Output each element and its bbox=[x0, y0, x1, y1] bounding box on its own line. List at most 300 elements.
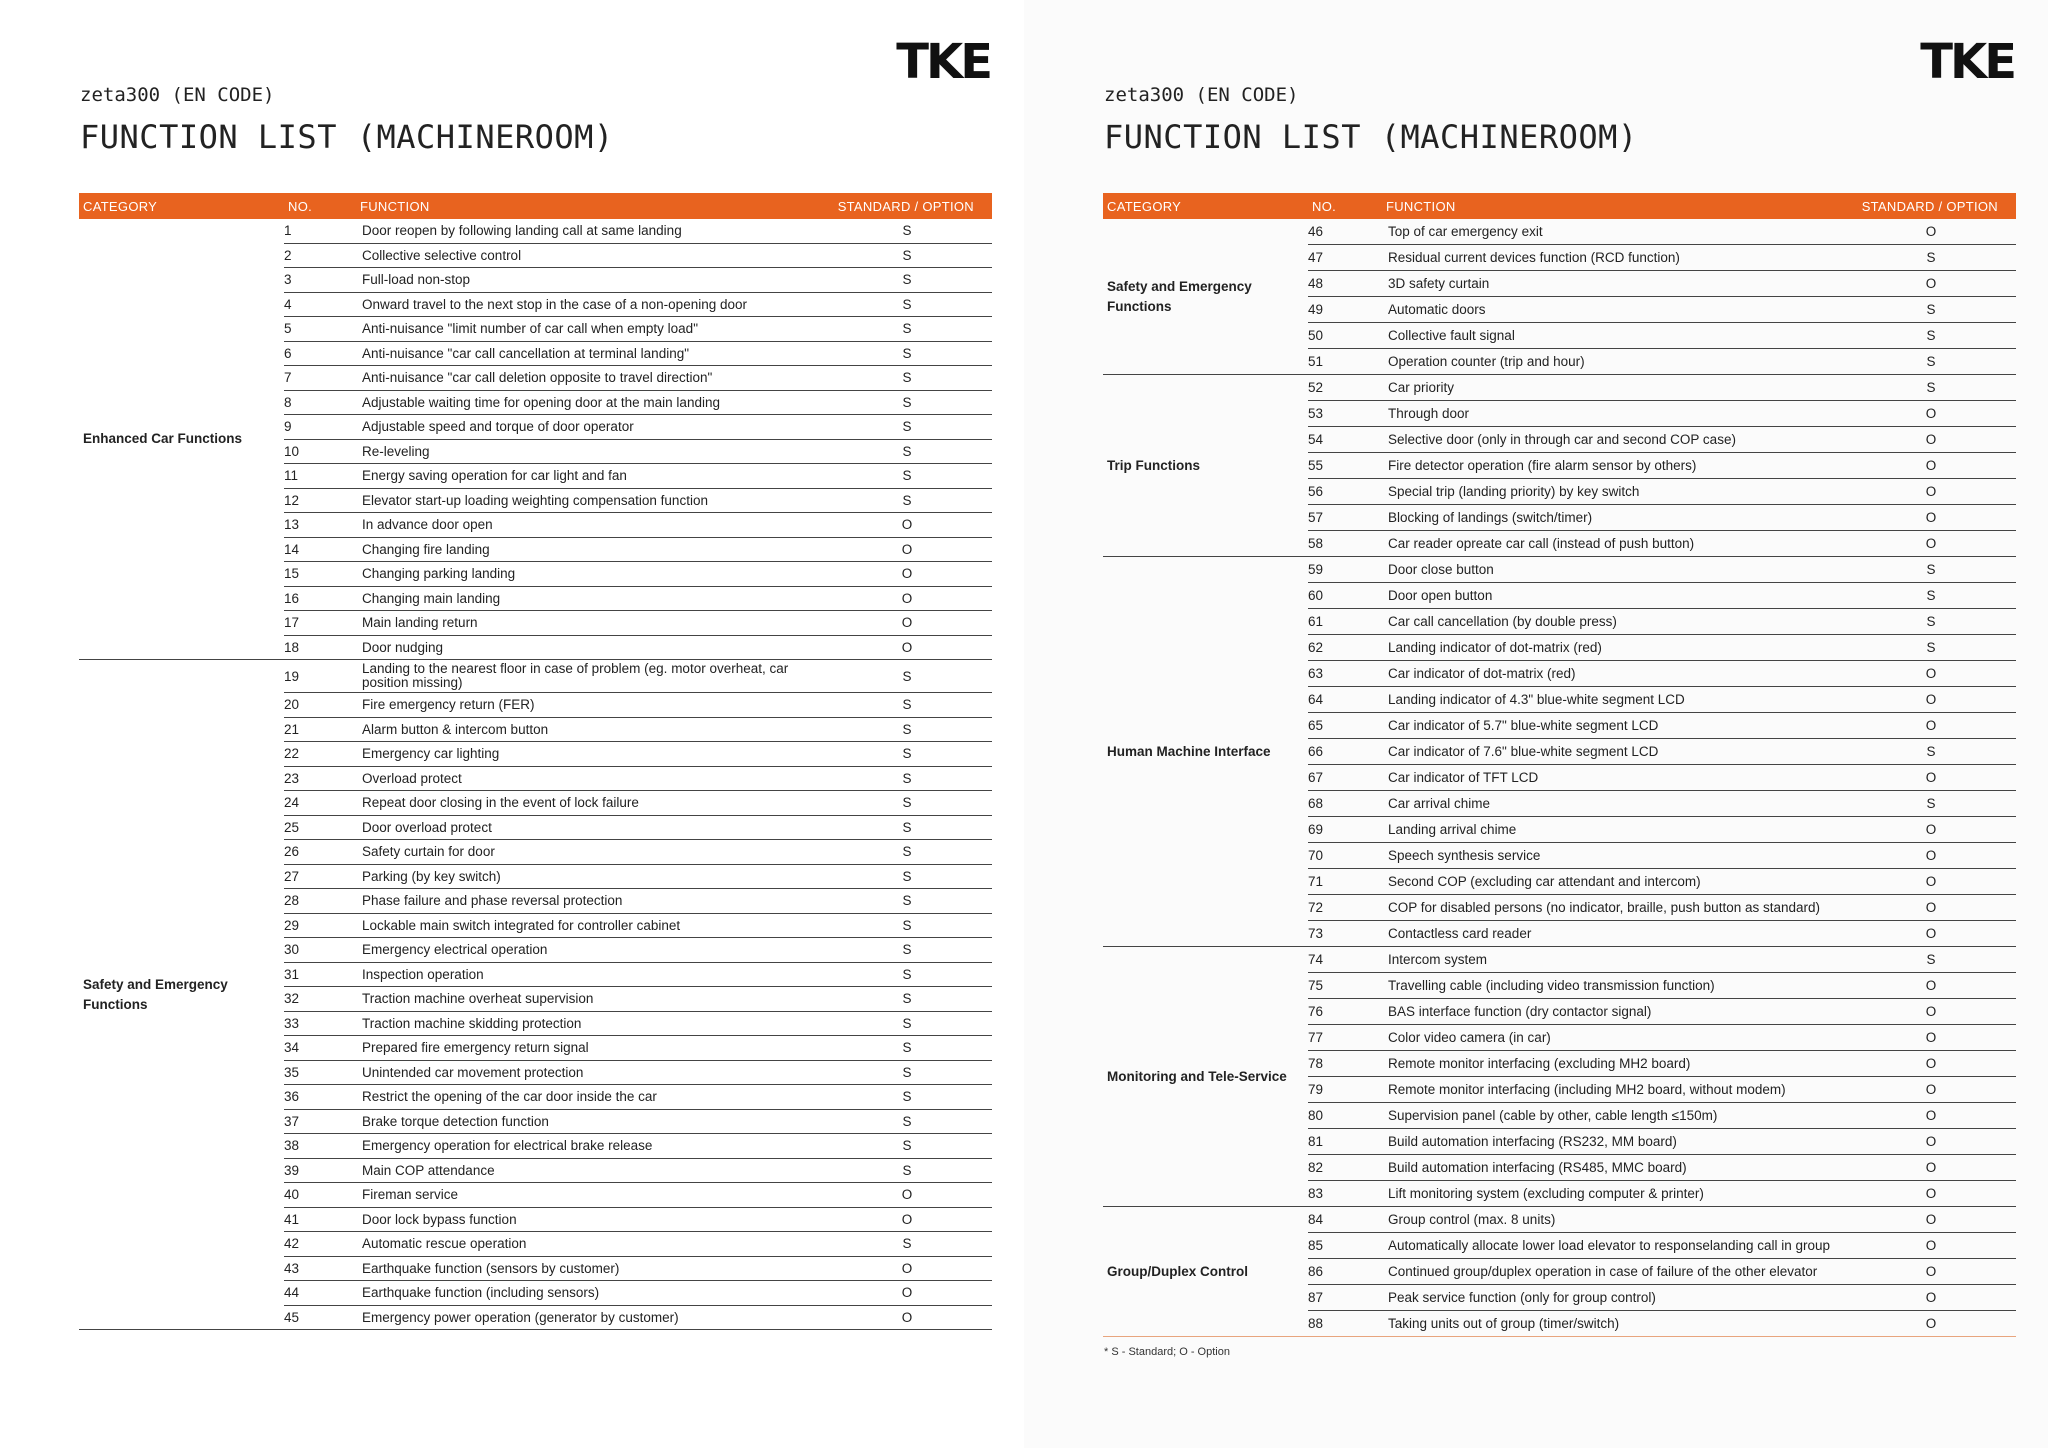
function-name: Prepared fire emergency return signal bbox=[356, 1036, 822, 1061]
function-name: Door nudging bbox=[356, 636, 822, 661]
function-name: Parking (by key switch) bbox=[356, 865, 822, 890]
standard-option-value: O bbox=[1846, 219, 2016, 245]
function-name: Automatic rescue operation bbox=[356, 1232, 822, 1257]
function-name: Unintended car movement protection bbox=[356, 1061, 822, 1086]
function-name: Energy saving operation for car light and fan bbox=[356, 464, 822, 489]
row-number: 57 bbox=[1308, 505, 1382, 531]
standard-option-value: O bbox=[1846, 1311, 2016, 1337]
row-number: 87 bbox=[1308, 1285, 1382, 1311]
row-number: 27 bbox=[284, 865, 356, 890]
row-number: 48 bbox=[1308, 271, 1382, 297]
function-name: Landing indicator of dot-matrix (red) bbox=[1382, 635, 1846, 661]
standard-option-value: O bbox=[822, 538, 992, 563]
function-name: In advance door open bbox=[356, 513, 822, 538]
function-name: Residual current devices function (RCD function) bbox=[1382, 245, 1846, 271]
standard-option-value: O bbox=[1846, 765, 2016, 791]
row-number: 39 bbox=[284, 1159, 356, 1184]
row-number: 41 bbox=[284, 1208, 356, 1233]
standard-option-value: O bbox=[822, 562, 992, 587]
row-number: 10 bbox=[284, 440, 356, 465]
standard-option-value: S bbox=[822, 718, 992, 743]
row-number: 59 bbox=[1308, 557, 1382, 583]
table-row bbox=[1103, 947, 2016, 973]
table-row bbox=[1103, 375, 2016, 401]
row-number: 42 bbox=[284, 1232, 356, 1257]
row-number: 81 bbox=[1308, 1129, 1382, 1155]
standard-option-value: S bbox=[822, 889, 992, 914]
row-number: 20 bbox=[284, 693, 356, 718]
standard-option-value: O bbox=[822, 611, 992, 636]
standard-option-value: O bbox=[1846, 1051, 2016, 1077]
standard-option-value: S bbox=[822, 1012, 992, 1037]
row-number: 4 bbox=[284, 293, 356, 318]
standard-option-value: S bbox=[822, 840, 992, 865]
function-name: Emergency car lighting bbox=[356, 742, 822, 767]
row-number: 24 bbox=[284, 791, 356, 816]
function-name: Phase failure and phase reversal protection bbox=[356, 889, 822, 914]
standard-option-value: S bbox=[822, 1159, 992, 1184]
standard-option-value: S bbox=[822, 415, 992, 440]
function-name: Taking units out of group (timer/switch) bbox=[1382, 1311, 1846, 1337]
row-number: 69 bbox=[1308, 817, 1382, 843]
function-name: Continued group/duplex operation in case of failure of the other elevator bbox=[1382, 1259, 1846, 1285]
function-name: Door close button bbox=[1382, 557, 1846, 583]
row-number: 51 bbox=[1308, 349, 1382, 375]
function-name: Repeat door closing in the event of lock failure bbox=[356, 791, 822, 816]
header-standard-option: STANDARD / OPTION bbox=[822, 193, 992, 219]
header-no: NO. bbox=[1308, 193, 1382, 219]
category-cell: Group/Duplex Control bbox=[1103, 1207, 1308, 1337]
row-number: 67 bbox=[1308, 765, 1382, 791]
standard-option-value: S bbox=[822, 391, 992, 416]
standard-option-value: O bbox=[1846, 973, 2016, 999]
function-name: Collective selective control bbox=[356, 244, 822, 269]
function-name: Color video camera (in car) bbox=[1382, 1025, 1846, 1051]
standard-option-value: S bbox=[822, 791, 992, 816]
function-name: Earthquake function (sensors by customer) bbox=[356, 1257, 822, 1282]
row-number: 15 bbox=[284, 562, 356, 587]
header-category: CATEGORY bbox=[1103, 193, 1308, 219]
standard-option-value: O bbox=[1846, 1259, 2016, 1285]
function-name: Full-load non-stop bbox=[356, 268, 822, 293]
row-number: 85 bbox=[1308, 1233, 1382, 1259]
standard-option-value: S bbox=[1846, 791, 2016, 817]
row-number: 1 bbox=[284, 219, 356, 244]
function-name: Landing arrival chime bbox=[1382, 817, 1846, 843]
category-cell: Safety and Emergency Functions bbox=[1103, 219, 1308, 375]
row-number: 79 bbox=[1308, 1077, 1382, 1103]
function-name: Elevator start-up loading weighting compensation function bbox=[356, 489, 822, 514]
table-header-row bbox=[1103, 193, 2016, 219]
standard-option-value: O bbox=[822, 1257, 992, 1282]
row-number: 36 bbox=[284, 1085, 356, 1110]
row-number: 75 bbox=[1308, 973, 1382, 999]
standard-option-value: S bbox=[822, 816, 992, 841]
function-name: Group control (max. 8 units) bbox=[1382, 1207, 1846, 1233]
function-name: Remote monitor interfacing (including MH2 board, without modem) bbox=[1382, 1077, 1846, 1103]
function-name: Anti-nuisance "limit number of car call when empty load" bbox=[356, 317, 822, 342]
header-function: FUNCTION bbox=[1382, 193, 1846, 219]
row-number: 32 bbox=[284, 987, 356, 1012]
category-cell: Trip Functions bbox=[1103, 375, 1308, 557]
standard-option-value: S bbox=[1846, 323, 2016, 349]
row-number: 2 bbox=[284, 244, 356, 269]
standard-option-value: O bbox=[1846, 1025, 2016, 1051]
row-number: 13 bbox=[284, 513, 356, 538]
standard-option-value: S bbox=[1846, 557, 2016, 583]
row-number: 5 bbox=[284, 317, 356, 342]
category-cell: Enhanced Car Functions bbox=[79, 219, 284, 660]
standard-option-value: S bbox=[822, 268, 992, 293]
row-number: 40 bbox=[284, 1183, 356, 1208]
function-name: Traction machine skidding protection bbox=[356, 1012, 822, 1037]
function-name: Car indicator of TFT LCD bbox=[1382, 765, 1846, 791]
category-cell: Monitoring and Tele-Service bbox=[1103, 947, 1308, 1207]
function-name: Lift monitoring system (excluding computer & printer) bbox=[1382, 1181, 1846, 1207]
function-table bbox=[1103, 193, 2016, 1337]
standard-option-value: O bbox=[1846, 1129, 2016, 1155]
standard-option-value: O bbox=[1846, 427, 2016, 453]
function-name: Collective fault signal bbox=[1382, 323, 1846, 349]
header-no: NO. bbox=[284, 193, 356, 219]
standard-option-value: S bbox=[1846, 583, 2016, 609]
page-title: FUNCTION LIST (MACHINEROOM) bbox=[80, 118, 614, 156]
function-name: Selective door (only in through car and second COP case) bbox=[1382, 427, 1846, 453]
standard-option-value: O bbox=[1846, 1181, 2016, 1207]
standard-option-value: S bbox=[1846, 297, 2016, 323]
row-number: 45 bbox=[284, 1306, 356, 1331]
standard-option-value: O bbox=[822, 1306, 992, 1331]
row-number: 11 bbox=[284, 464, 356, 489]
function-name: Car arrival chime bbox=[1382, 791, 1846, 817]
function-name: Door overload protect bbox=[356, 816, 822, 841]
function-name: Through door bbox=[1382, 401, 1846, 427]
standard-option-value: O bbox=[1846, 479, 2016, 505]
standard-option-value: S bbox=[822, 742, 992, 767]
category-cell: Safety and Emergency Functions bbox=[79, 660, 284, 1330]
page-title: FUNCTION LIST (MACHINEROOM) bbox=[1104, 118, 1638, 156]
standard-option-value: O bbox=[822, 587, 992, 612]
function-name: Car reader opreate car call (instead of push button) bbox=[1382, 531, 1846, 557]
standard-option-value: S bbox=[1846, 375, 2016, 401]
row-number: 50 bbox=[1308, 323, 1382, 349]
standard-option-value: S bbox=[822, 1036, 992, 1061]
function-name: Operation counter (trip and hour) bbox=[1382, 349, 1846, 375]
row-number: 30 bbox=[284, 938, 356, 963]
row-number: 70 bbox=[1308, 843, 1382, 869]
footnote: * S - Standard; O - Option bbox=[1104, 1346, 1230, 1358]
standard-option-value: S bbox=[822, 1061, 992, 1086]
function-name: Travelling cable (including video transmission function) bbox=[1382, 973, 1846, 999]
row-number: 29 bbox=[284, 914, 356, 939]
row-number: 37 bbox=[284, 1110, 356, 1135]
row-number: 54 bbox=[1308, 427, 1382, 453]
row-number: 26 bbox=[284, 840, 356, 865]
standard-option-value: S bbox=[1846, 349, 2016, 375]
row-number: 23 bbox=[284, 767, 356, 792]
standard-option-value: S bbox=[822, 987, 992, 1012]
row-number: 33 bbox=[284, 1012, 356, 1037]
page-subtitle: zeta300 (EN CODE) bbox=[1104, 84, 1299, 106]
row-number: 66 bbox=[1308, 739, 1382, 765]
function-name: Car indicator of dot-matrix (red) bbox=[1382, 661, 1846, 687]
function-name: Supervision panel (cable by other, cable length ≤150m) bbox=[1382, 1103, 1846, 1129]
standard-option-value: O bbox=[822, 636, 992, 661]
row-number: 63 bbox=[1308, 661, 1382, 687]
standard-option-value: O bbox=[1846, 1233, 2016, 1259]
function-name: Earthquake function (including sensors) bbox=[356, 1281, 822, 1306]
standard-option-value: O bbox=[822, 513, 992, 538]
row-number: 74 bbox=[1308, 947, 1382, 973]
row-number: 35 bbox=[284, 1061, 356, 1086]
standard-option-value: S bbox=[822, 317, 992, 342]
function-name: Build automation interfacing (RS485, MMC board) bbox=[1382, 1155, 1846, 1181]
table-row bbox=[1103, 1207, 2016, 1233]
function-name: Speech synthesis service bbox=[1382, 843, 1846, 869]
function-name: Changing main landing bbox=[356, 587, 822, 612]
standard-option-value: O bbox=[1846, 713, 2016, 739]
row-number: 28 bbox=[284, 889, 356, 914]
standard-option-value: S bbox=[822, 1232, 992, 1257]
standard-option-value: S bbox=[822, 660, 992, 693]
table-row bbox=[1103, 557, 2016, 583]
row-number: 7 bbox=[284, 366, 356, 391]
row-number: 3 bbox=[284, 268, 356, 293]
row-number: 38 bbox=[284, 1134, 356, 1159]
row-number: 8 bbox=[284, 391, 356, 416]
page-subtitle: zeta300 (EN CODE) bbox=[80, 84, 275, 106]
function-name: Intercom system bbox=[1382, 947, 1846, 973]
standard-option-value: O bbox=[1846, 817, 2016, 843]
row-number: 25 bbox=[284, 816, 356, 841]
standard-option-value: O bbox=[1846, 271, 2016, 297]
row-number: 44 bbox=[284, 1281, 356, 1306]
standard-option-value: O bbox=[1846, 1155, 2016, 1181]
header-standard-option: STANDARD / OPTION bbox=[1846, 193, 2016, 219]
standard-option-value: S bbox=[1846, 947, 2016, 973]
function-name: Restrict the opening of the car door inside the car bbox=[356, 1085, 822, 1110]
function-name: 3D safety curtain bbox=[1382, 271, 1846, 297]
row-number: 76 bbox=[1308, 999, 1382, 1025]
function-name: Overload protect bbox=[356, 767, 822, 792]
function-name: Safety curtain for door bbox=[356, 840, 822, 865]
standard-option-value: S bbox=[1846, 245, 2016, 271]
function-table bbox=[79, 193, 992, 1330]
standard-option-value: S bbox=[822, 1110, 992, 1135]
standard-option-value: O bbox=[1846, 1077, 2016, 1103]
row-number: 6 bbox=[284, 342, 356, 367]
table-header-row bbox=[79, 193, 992, 219]
page-right bbox=[1024, 0, 2048, 1448]
function-name: Emergency operation for electrical brake release bbox=[356, 1134, 822, 1159]
row-number: 58 bbox=[1308, 531, 1382, 557]
standard-option-value: O bbox=[1846, 1285, 2016, 1311]
row-number: 49 bbox=[1308, 297, 1382, 323]
row-number: 60 bbox=[1308, 583, 1382, 609]
standard-option-value: S bbox=[822, 767, 992, 792]
category-cell: Human Machine Interface bbox=[1103, 557, 1308, 947]
standard-option-value: S bbox=[822, 963, 992, 988]
function-name: Adjustable waiting time for opening door at the main landing bbox=[356, 391, 822, 416]
table-row bbox=[79, 219, 992, 244]
row-number: 16 bbox=[284, 587, 356, 612]
standard-option-value: S bbox=[822, 464, 992, 489]
function-name: Fireman service bbox=[356, 1183, 822, 1208]
function-table-left bbox=[79, 193, 992, 1330]
row-number: 78 bbox=[1308, 1051, 1382, 1077]
function-table-right bbox=[1103, 193, 2016, 1337]
row-number: 47 bbox=[1308, 245, 1382, 271]
row-number: 21 bbox=[284, 718, 356, 743]
row-number: 19 bbox=[284, 660, 356, 693]
standard-option-value: S bbox=[822, 938, 992, 963]
function-name: Onward travel to the next stop in the case of a non-opening door bbox=[356, 293, 822, 318]
standard-option-value: S bbox=[1846, 635, 2016, 661]
row-number: 46 bbox=[1308, 219, 1382, 245]
function-name: Alarm button & intercom button bbox=[356, 718, 822, 743]
row-number: 80 bbox=[1308, 1103, 1382, 1129]
standard-option-value: O bbox=[1846, 661, 2016, 687]
function-name: Remote monitor interfacing (excluding MH2 board) bbox=[1382, 1051, 1846, 1077]
standard-option-value: O bbox=[1846, 869, 2016, 895]
row-number: 14 bbox=[284, 538, 356, 563]
standard-option-value: S bbox=[822, 342, 992, 367]
table-row bbox=[1103, 219, 2016, 245]
function-name: BAS interface function (dry contactor signal) bbox=[1382, 999, 1846, 1025]
function-name: Changing parking landing bbox=[356, 562, 822, 587]
row-number: 31 bbox=[284, 963, 356, 988]
function-name: Landing indicator of 4.3" blue-white segment LCD bbox=[1382, 687, 1846, 713]
standard-option-value: S bbox=[822, 914, 992, 939]
function-name: Main COP attendance bbox=[356, 1159, 822, 1184]
standard-option-value: S bbox=[822, 244, 992, 269]
standard-option-value: O bbox=[1846, 895, 2016, 921]
function-name: Build automation interfacing (RS232, MM board) bbox=[1382, 1129, 1846, 1155]
row-number: 83 bbox=[1308, 1181, 1382, 1207]
standard-option-value: O bbox=[1846, 1103, 2016, 1129]
row-number: 62 bbox=[1308, 635, 1382, 661]
function-name: Anti-nuisance "car call cancellation at terminal landing" bbox=[356, 342, 822, 367]
standard-option-value: S bbox=[822, 440, 992, 465]
standard-option-value: S bbox=[822, 293, 992, 318]
row-number: 86 bbox=[1308, 1259, 1382, 1285]
standard-option-value: S bbox=[822, 366, 992, 391]
row-number: 56 bbox=[1308, 479, 1382, 505]
standard-option-value: O bbox=[1846, 505, 2016, 531]
standard-option-value: S bbox=[1846, 739, 2016, 765]
function-name: Top of car emergency exit bbox=[1382, 219, 1846, 245]
standard-option-value: S bbox=[1846, 609, 2016, 635]
function-name: Inspection operation bbox=[356, 963, 822, 988]
table-row bbox=[79, 660, 992, 693]
function-name: Door open button bbox=[1382, 583, 1846, 609]
standard-option-value: O bbox=[822, 1281, 992, 1306]
row-number: 73 bbox=[1308, 921, 1382, 947]
function-name: Peak service function (only for group control) bbox=[1382, 1285, 1846, 1311]
function-name: Special trip (landing priority) by key switch bbox=[1382, 479, 1846, 505]
function-name: Re-leveling bbox=[356, 440, 822, 465]
tke-logo: TKE bbox=[896, 34, 990, 90]
row-number: 17 bbox=[284, 611, 356, 636]
row-number: 64 bbox=[1308, 687, 1382, 713]
row-number: 68 bbox=[1308, 791, 1382, 817]
function-name: Traction machine overheat supervision bbox=[356, 987, 822, 1012]
row-number: 9 bbox=[284, 415, 356, 440]
function-name: Adjustable speed and torque of door operator bbox=[356, 415, 822, 440]
row-number: 12 bbox=[284, 489, 356, 514]
row-number: 55 bbox=[1308, 453, 1382, 479]
standard-option-value: O bbox=[1846, 843, 2016, 869]
standard-option-value: O bbox=[1846, 401, 2016, 427]
row-number: 34 bbox=[284, 1036, 356, 1061]
standard-option-value: S bbox=[822, 865, 992, 890]
row-number: 22 bbox=[284, 742, 356, 767]
function-name: Car indicator of 7.6" blue-white segment LCD bbox=[1382, 739, 1846, 765]
standard-option-value: S bbox=[822, 219, 992, 244]
row-number: 53 bbox=[1308, 401, 1382, 427]
function-name: Emergency electrical operation bbox=[356, 938, 822, 963]
row-number: 77 bbox=[1308, 1025, 1382, 1051]
row-number: 88 bbox=[1308, 1311, 1382, 1337]
function-name: Brake torque detection function bbox=[356, 1110, 822, 1135]
function-name: Emergency power operation (generator by customer) bbox=[356, 1306, 822, 1331]
standard-option-value: O bbox=[1846, 687, 2016, 713]
function-name: Fire emergency return (FER) bbox=[356, 693, 822, 718]
function-name: Automatically allocate lower load elevator to responselanding call in group bbox=[1382, 1233, 1846, 1259]
function-name: COP for disabled persons (no indicator, braille, push button as standard) bbox=[1382, 895, 1846, 921]
function-name: Lockable main switch integrated for controller cabinet bbox=[356, 914, 822, 939]
standard-option-value: S bbox=[822, 1085, 992, 1110]
function-name: Automatic doors bbox=[1382, 297, 1846, 323]
row-number: 72 bbox=[1308, 895, 1382, 921]
row-number: 84 bbox=[1308, 1207, 1382, 1233]
header-function: FUNCTION bbox=[356, 193, 822, 219]
header-category: CATEGORY bbox=[79, 193, 284, 219]
function-name: Landing to the nearest floor in case of problem (eg. motor overheat, car position missing) bbox=[356, 660, 822, 693]
tke-logo: TKE bbox=[1920, 34, 2014, 90]
row-number: 61 bbox=[1308, 609, 1382, 635]
function-name: Fire detector operation (fire alarm sensor by others) bbox=[1382, 453, 1846, 479]
function-name: Second COP (excluding car attendant and intercom) bbox=[1382, 869, 1846, 895]
standard-option-value: O bbox=[822, 1183, 992, 1208]
standard-option-value: S bbox=[822, 1134, 992, 1159]
function-name: Car priority bbox=[1382, 375, 1846, 401]
standard-option-value: O bbox=[1846, 531, 2016, 557]
row-number: 65 bbox=[1308, 713, 1382, 739]
standard-option-value: S bbox=[822, 489, 992, 514]
function-name: Car indicator of 5.7" blue-white segment LCD bbox=[1382, 713, 1846, 739]
standard-option-value: O bbox=[1846, 1207, 2016, 1233]
function-name: Contactless card reader bbox=[1382, 921, 1846, 947]
row-number: 71 bbox=[1308, 869, 1382, 895]
row-number: 82 bbox=[1308, 1155, 1382, 1181]
function-name: Door reopen by following landing call at same landing bbox=[356, 219, 822, 244]
function-name: Car call cancellation (by double press) bbox=[1382, 609, 1846, 635]
standard-option-value: O bbox=[822, 1208, 992, 1233]
function-name: Changing fire landing bbox=[356, 538, 822, 563]
row-number: 52 bbox=[1308, 375, 1382, 401]
function-name: Door lock bypass function bbox=[356, 1208, 822, 1233]
standard-option-value: O bbox=[1846, 453, 2016, 479]
function-name: Anti-nuisance "car call deletion opposite to travel direction" bbox=[356, 366, 822, 391]
function-name: Blocking of landings (switch/timer) bbox=[1382, 505, 1846, 531]
standard-option-value: O bbox=[1846, 999, 2016, 1025]
standard-option-value: S bbox=[822, 693, 992, 718]
standard-option-value: O bbox=[1846, 921, 2016, 947]
function-name: Main landing return bbox=[356, 611, 822, 636]
row-number: 43 bbox=[284, 1257, 356, 1282]
row-number: 18 bbox=[284, 636, 356, 661]
